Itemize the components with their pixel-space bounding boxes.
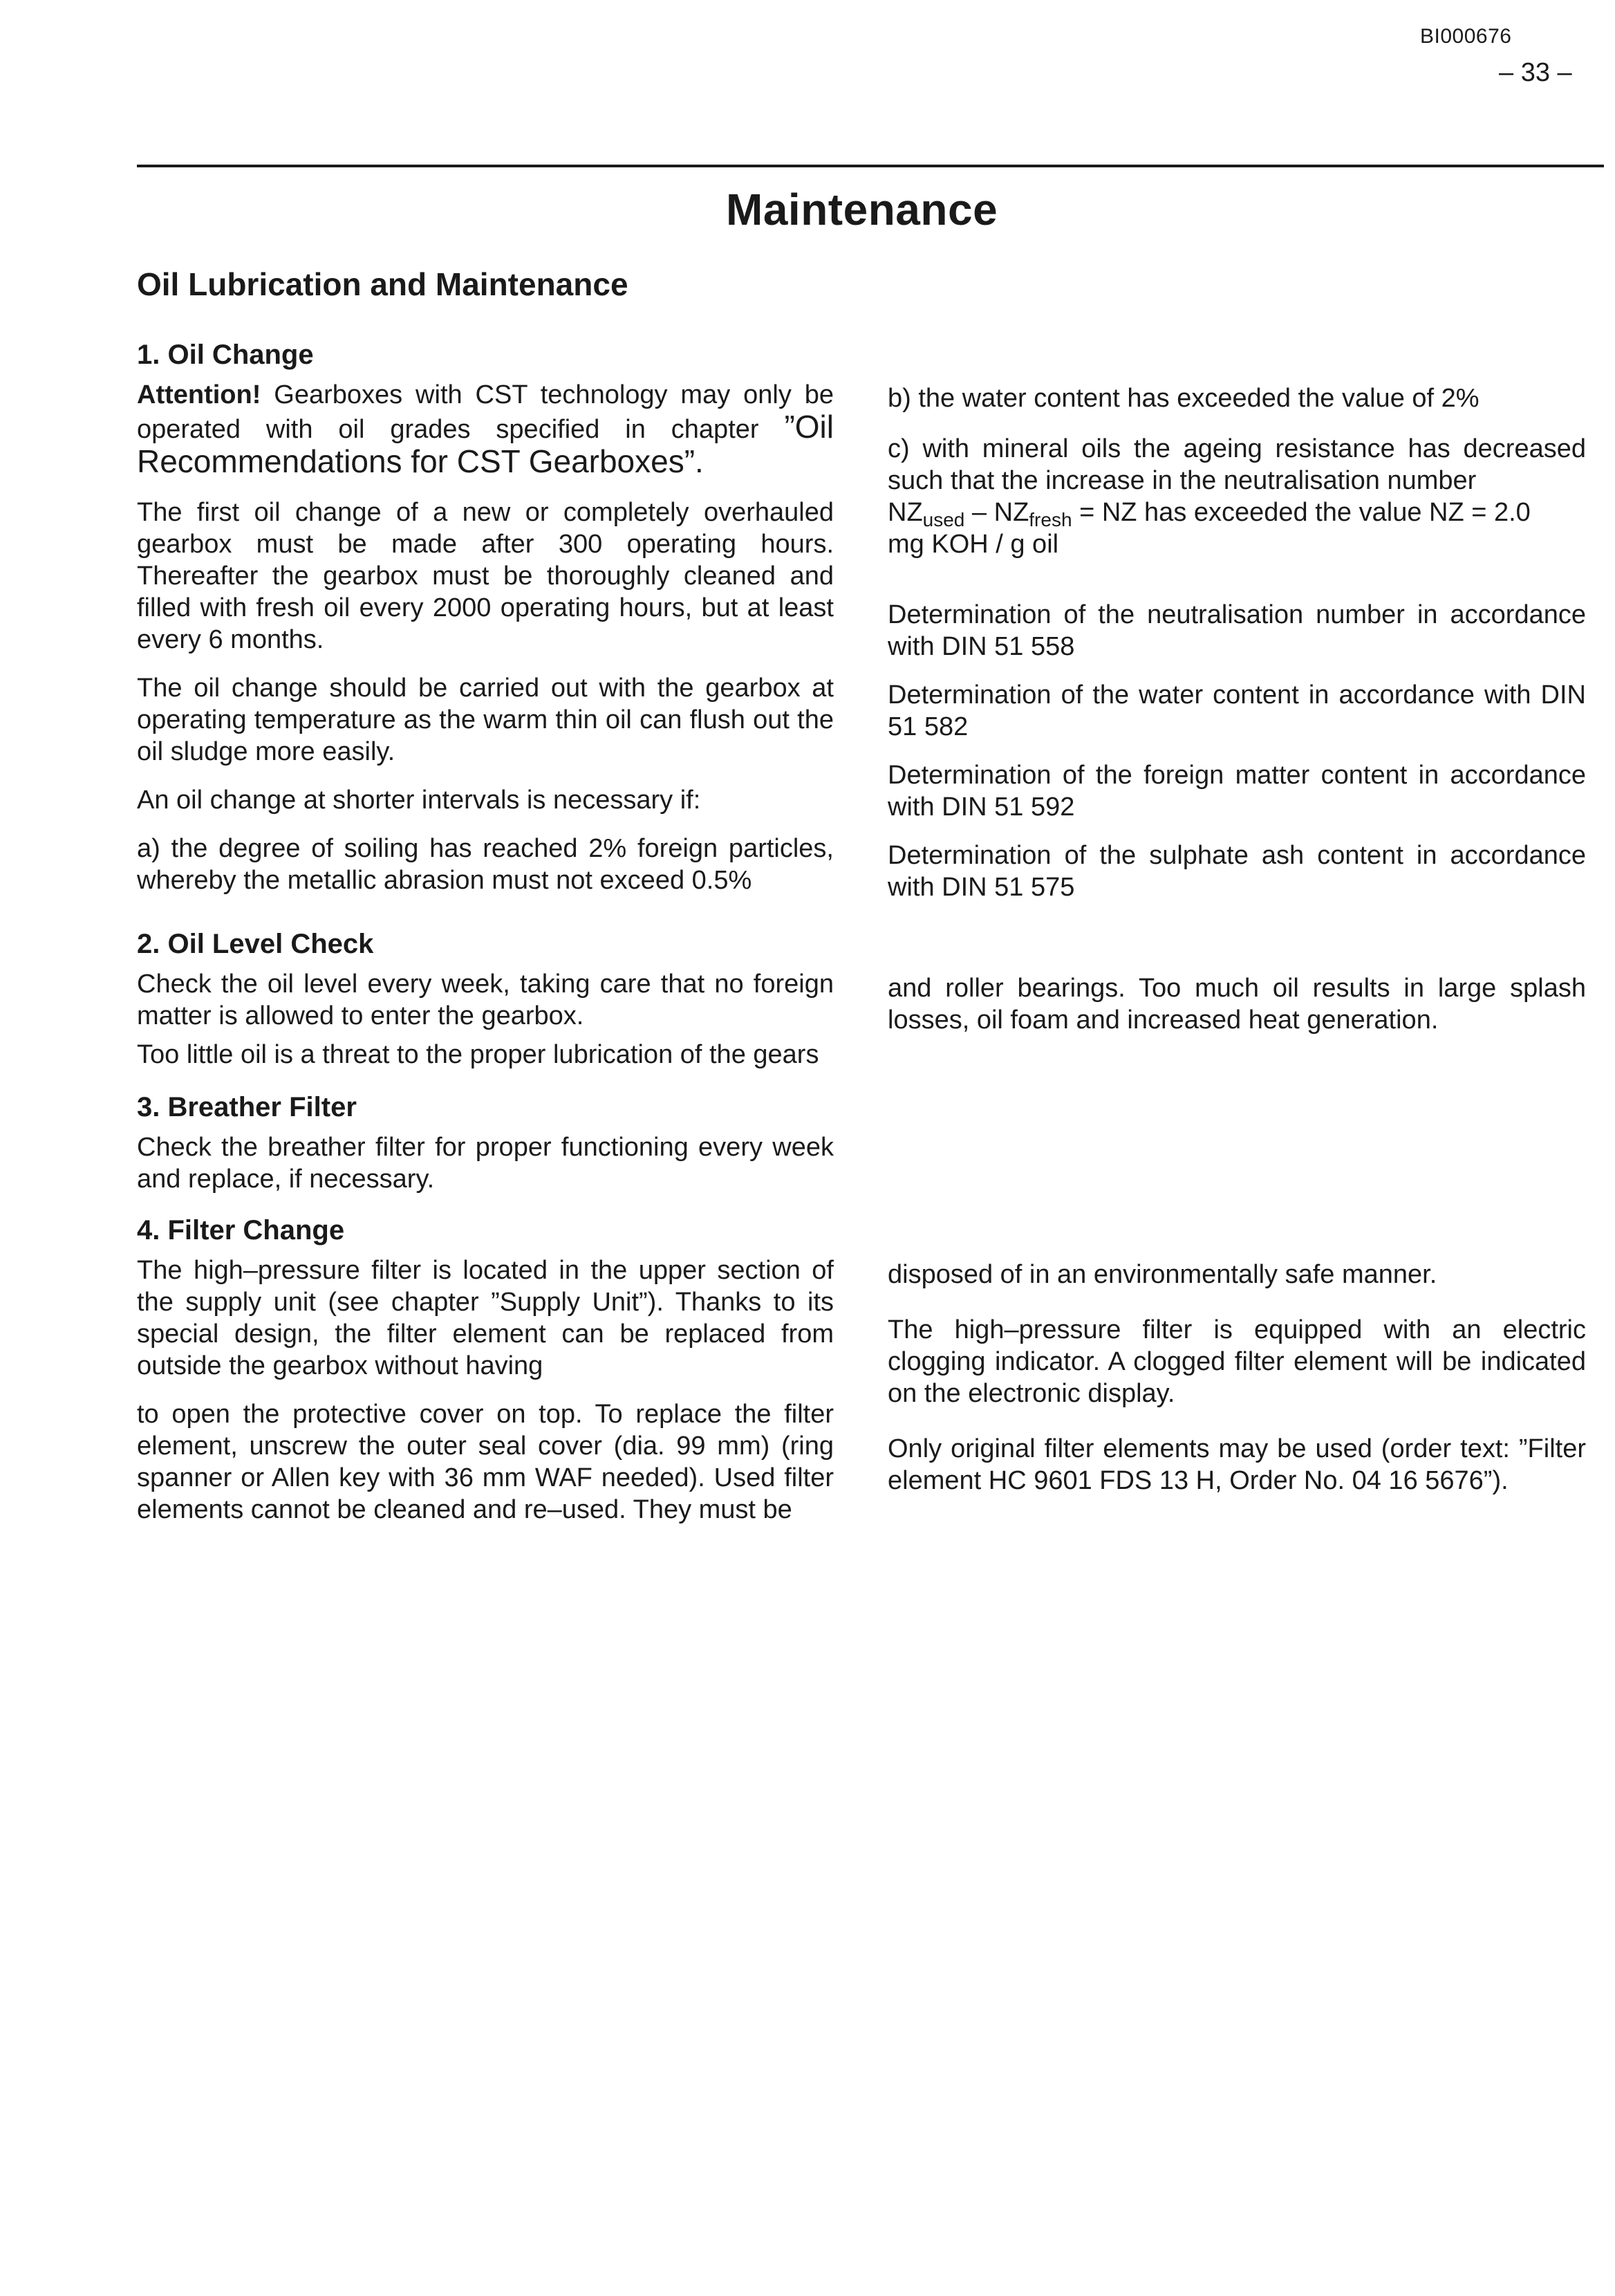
document-id: BI000676 <box>1420 25 1512 48</box>
oil-change-item-a: a) the degree of soiling has reached 2% foreign particles, whereby the metallic abrasion must not exceed 0.5% <box>137 834 834 895</box>
oil-change-paragraph-2: The oil change should be carried out with the gearbox at operating temperature as the warm thin oil can flush out the oil sludge more easily. <box>137 674 834 766</box>
nz-fresh-subscript: fresh <box>1029 509 1072 530</box>
header-rule <box>137 165 1604 167</box>
oil-level-left-column <box>137 968 834 1071</box>
oil-change-item-c: c) with mineral oils the ageing resistance has decreased such that the increase in the neutralisation number <box>888 434 1586 495</box>
filter-right-paragraph-3: Only original filter elements may be used (order text: ”Filter element HC 9601 FDS 13 H, Order No. 04 16 5676”). <box>888 1434 1586 1495</box>
attention-reference: ”Oil Recommendations for CST Gearboxes”. <box>137 409 834 479</box>
filter-right-paragraph-1: disposed of in an environmentally safe manner. <box>888 1260 1437 1289</box>
oil-change-item-b: b) the water content has exceeded the value of 2% <box>888 384 1479 413</box>
nz-unit: mg KOH / g oil <box>888 530 1059 559</box>
oil-level-right-column: and roller bearings. Too much oil results in large splash losses, oil foam and increased heat generation. <box>888 974 1586 1035</box>
breather-heading: 3. Breather Filter <box>137 1092 357 1122</box>
filter-paragraph-1: The high–pressure filter is located in the upper section of the supply unit (see chapter ”Supply Unit”). Thanks to its special design, the filter element can be replaced from outside the gearbox without having <box>137 1256 834 1380</box>
page-number: – 33 – <box>1499 58 1572 87</box>
nz-used: NZ <box>888 498 923 527</box>
determination-water: Determination of the water content in accordance with DIN 51 582 <box>888 681 1586 741</box>
nz-formula <box>888 497 1586 560</box>
oil-level-heading: 2. Oil Level Check <box>137 929 374 959</box>
attention-paragraph <box>137 379 834 480</box>
filter-left-column <box>137 1255 834 1526</box>
filter-heading: 4. Filter Change <box>137 1215 345 1246</box>
oil-change-paragraph-1: The first oil change of a new or completely overhauled gearbox must be made after 300 operating hours. Thereafter the gearbox must be thoroughly cleaned and filled with fresh oil every 2000 operating hours, but at least every 6 months. <box>137 498 834 654</box>
attention-label: Attention! <box>137 380 261 409</box>
determination-foreign-matter: Determination of the foreign matter content in accordance with DIN 51 592 <box>888 761 1586 822</box>
oil-level-paragraph-2: Too little oil is a threat to the proper lubrication of the gears <box>137 1040 819 1069</box>
oil-change-left-column <box>137 379 834 896</box>
filter-paragraph-2: to open the protective cover on top. To replace the filter element, unscrew the outer seal cover (dia. 99 mm) (ring spanner or Allen key with 36 mm WAF needed). Used filter elements cannot be cleaned and re–used. They must be <box>137 1400 834 1524</box>
breather-paragraph: Check the breather filter for proper functioning every week and replace, if necessary. <box>137 1133 834 1194</box>
oil-change-heading: 1. Oil Change <box>137 340 314 370</box>
nz-threshold: = NZ has exceeded the value NZ = 2.0 <box>1072 498 1531 527</box>
page-title: Maintenance <box>726 185 998 234</box>
oil-change-right-column <box>888 433 1586 903</box>
oil-level-paragraph-1: Check the oil level every week, taking care that no foreign matter is allowed to enter the gearbox. <box>137 970 834 1030</box>
determination-sulphate-ash: Determination of the sulphate ash content in accordance with DIN 51 575 <box>888 841 1586 902</box>
nz-used-subscript: used <box>922 509 965 530</box>
filter-right-column <box>888 1259 1586 1497</box>
attention-text: Gearboxes with CST technology may only be operated with oil grades specified in chapter <box>137 380 834 444</box>
nz-fresh: – NZ <box>964 498 1029 527</box>
section-title: Oil Lubrication and Maintenance <box>137 266 628 302</box>
determination-neutralisation: Determination of the neutralisation number in accordance with DIN 51 558 <box>888 600 1586 661</box>
filter-right-paragraph-2: The high–pressure filter is equipped with an electric clogging indicator. A clogged filter element will be indicated on the electronic display. <box>888 1315 1586 1408</box>
oil-change-paragraph-3: An oil change at shorter intervals is necessary if: <box>137 786 701 815</box>
